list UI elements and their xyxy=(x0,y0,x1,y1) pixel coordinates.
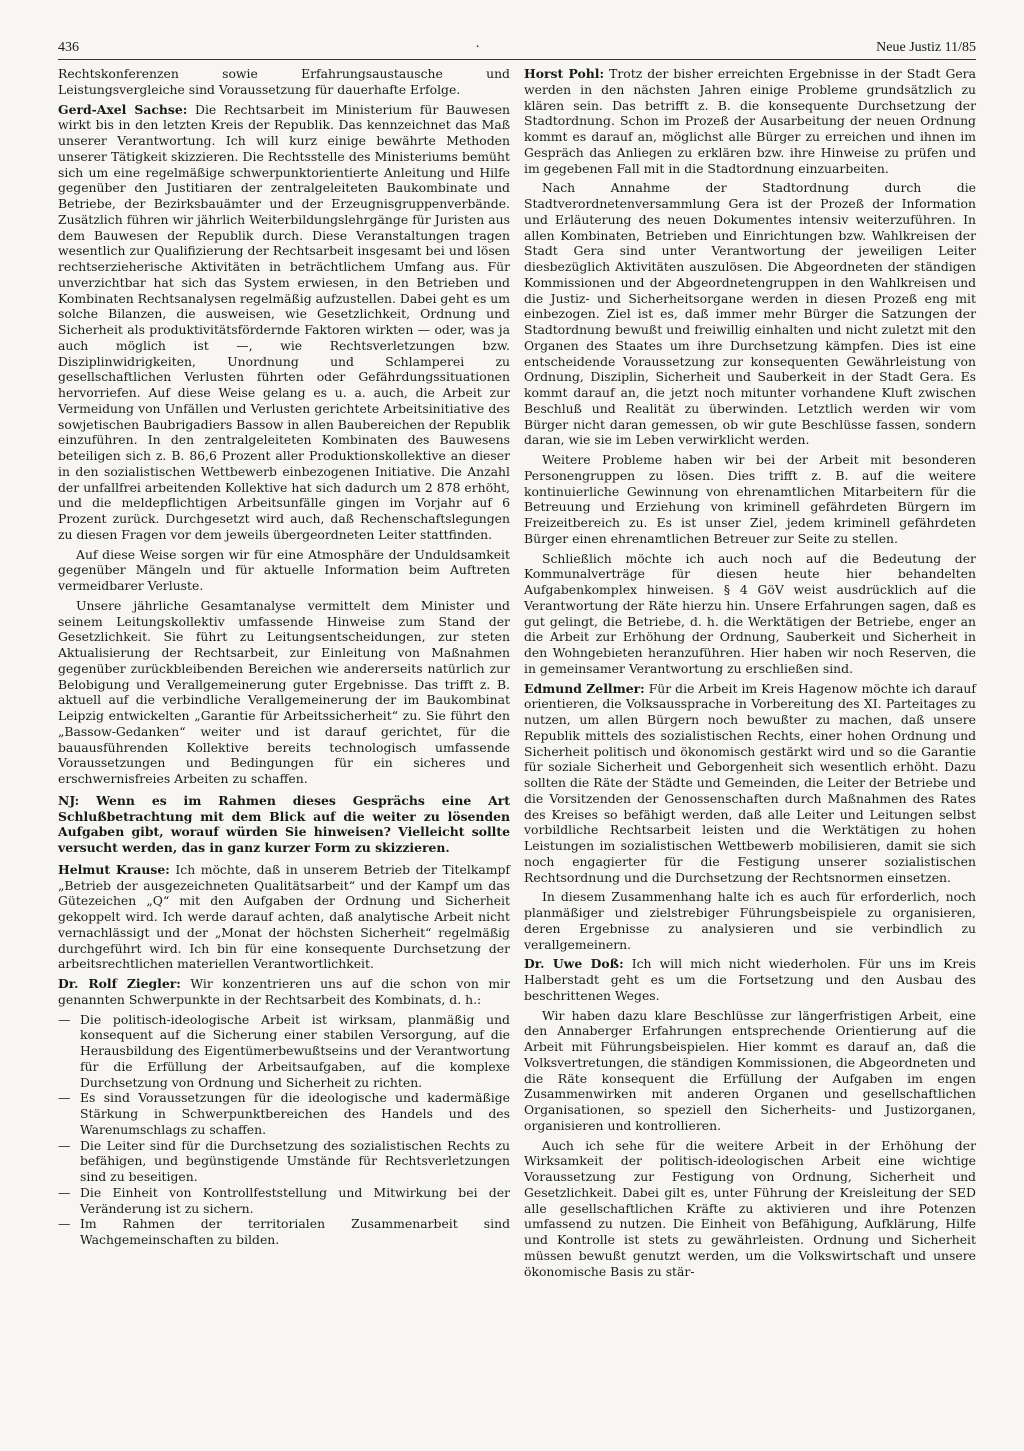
paragraph-text: Für die Arbeit im Kreis Hagenow möchte ich darauf orientieren, die Volksaussprache in Vorbereitung des XI. Parteitages zu nutzen, um allen Bürgern noch bewußter zu machen, daß unsere Republik mittels des sozialistischen Rechts, einer hohen Ordnung und Sicherheit politisch und ökonomisch gestärkt wird und so die Garantie für soziale Sicherheit und Geborgenheit sich wesentlich erhöht. Dazu sollten die Räte der Städte und Gemeinden, die Leiter der Betriebe und die Vorsitzenden der Genossenschaften durch Maßnahmen des Rates des Kreises so befähigt werden, daß alle Leiter und Leitungen selbst vorbildliche Rechtsarbeit leisten und die Werktätigen zu hohen Leistungen im sozialistischen Wettbewerb mobilisieren, damit sie sich noch engagierter für die Festigung unserer sozialistischen Rechtsordnung und die Durchsetzung der Rechtsnormen einsetzen. xyxy=(524,680,976,885)
paragraph-text: Nach Annahme der Stadtordnung durch die Stadtverordnetenversammlung Gera ist der Prozeß der Information und Erläuterung des neuen Dokumentes intensiv weiterzuführen. In allen Kombinaten, Betrieben und Einrichtungen bzw. Wahlkreisen der Stadt Gera sind unter Verantwortung der jeweiligen Leiter diesbezüglich Aktivitäten auszulösen. Die Abgeordneten der ständigen Kommissionen und der Abgeordnetengruppen in den Wahlkreisen und die Justiz- und Sicherheitsorgane werden in diesen Prozeß eng mit einbezogen. Ziel ist es, daß immer mehr Bürger die Satzungen der Stadtordnung bewußt und freiwillig einhalten und nicht zuletzt mit den Organen des Staates um ihre Durchsetzung kämpfen. Dies ist eine entscheidende Voraussetzung zur konsequenten Gewährleistung von Ordnung, Disziplin, Sicherheit und Sauberkeit in der Stadt Gera. Es kommt darauf an, die jetzt noch mitunter vorhandene Kluft zwischen Beschluß und Realität zu überwinden. Letztlich werden wir vom Bürger nicht daran gemessen, ob wir gute Beschlüsse fassen, sondern daran, wie sie im Leben verwirklicht werden. xyxy=(524,180,976,448)
paragraph-text: Ich möchte, daß in unserem Betrieb der Titelkampf „Betrieb der ausgezeichneten Qualitätsarbeit“ und der Kampf um das Gütezeichen „Q“ mit den Aufgaben der Ordnung und Sicherheit gekoppelt wird. Ich werde darauf achten, daß analytische Arbeit nicht vernachlässigt und der „Monat der höchsten Sicherheit“ regelmäßig durchgeführt wird. Ich bin für eine konsequente Durchsetzung der arbeitsrechtlichen materiellen Verantwortlichkeit. xyxy=(58,861,510,972)
paragraph xyxy=(524,551,976,677)
list-dash: — xyxy=(58,1216,71,1232)
speaker-name: Helmut Krause: xyxy=(58,861,170,877)
paragraph-text: Schließlich möchte ich auch noch auf die Bedeutung der Kommunalverträge für diesen heute hier behandelten Aufgabenkomplex hinweisen. § 4 GöV weist ausdrücklich auf die Verantwortung der Räte hierzu hin. Unsere Erfahrungen sagen, daß es gut gelingt, die Betriebe, d. h. die Werktätigen der Betriebe, enger an die Arbeit zur Erhöhung der Ordnung, Sauberkeit und Sicherheit in den Wohngebieten heranzuführen. Hier haben wir noch Reserven, die in gemeinsamer Verantwortung zu erschließen sind. xyxy=(524,550,976,676)
list-item-text: Es sind Voraussetzungen für die ideologische und kadermäßige Stärkung in Schwerpunktbereichen des Handels und des Warenumschlags zu schaffen. xyxy=(80,1090,510,1137)
list-item-text: Die Leiter sind für die Durchsetzung des sozialistischen Rechts zu befähigen, und begünstigende Umstände für Rechtsverletzungen sind zu beseitigen. xyxy=(80,1137,510,1184)
paragraph xyxy=(58,598,510,787)
list-item xyxy=(58,1090,510,1137)
paragraph xyxy=(58,66,510,98)
journal-issue: Neue Justiz 11/85 xyxy=(876,40,976,55)
paragraph xyxy=(58,976,510,1008)
left-column xyxy=(58,66,510,1283)
speaker-name: Dr. Rolf Ziegler: xyxy=(58,976,181,991)
list-item-text: Im Rahmen der territorialen Zusammenarbeit sind Wachgemeinschaften zu bilden. xyxy=(80,1216,510,1247)
list-item xyxy=(58,1216,510,1248)
list-dash: — xyxy=(58,1184,71,1200)
speaker-name: Horst Pohl: xyxy=(524,66,605,81)
interviewer-question xyxy=(58,793,510,856)
paragraph-text: Ich will mich nicht wiederholen. Für uns im Kreis Halberstadt geht es um die Fortsetzung und den Ausbau des beschrittenen Weges. xyxy=(524,956,976,1003)
text-columns xyxy=(58,66,976,1283)
paragraph xyxy=(58,102,510,543)
list-item-text: Die Einheit von Kontrollfeststellung und Mitwirkung bei der Veränderung ist zu sichern. xyxy=(80,1184,510,1216)
paragraph-text: NJ: Wenn es im Rahmen dieses Gesprächs eine Art Schlußbetrachtung mit dem Blick auf die weiter zu lösenden Aufgaben gibt, worauf würden Sie hinweisen? Vielleicht sollte versucht werden, das in ganz kurzer Form zu skizzieren. xyxy=(58,792,510,855)
paragraph-text: Rechtskonferenzen sowie Erfahrungsaustausche und Leistungsvergleiche sind Voraussetzung für dauerhafte Erfolge. xyxy=(58,66,510,97)
paragraph xyxy=(524,452,976,547)
right-column xyxy=(524,66,976,1283)
list-item xyxy=(58,1138,510,1185)
speaker-name: Dr. Uwe Doß: xyxy=(524,956,624,972)
paragraph-text: In diesem Zusammenhang halte ich es auch für erforderlich, noch planmäßiger und zielstrebiger Führungsbeispiele zu organisieren, deren Ergebnisse zu analysieren und sie verbindlich zu verallgemeinern. xyxy=(524,889,976,952)
paragraph-text: Trotz der bisher erreichten Ergebnisse in der Stadt Gera werden in den nächsten Jahren einige Probleme grundsätzlich zu klären sein. Das betrifft z. B. die konsequente Durchsetzung der Stadtordnung. Schon im Prozeß der Ausarbeitung der neuen Ordnung kommt es darauf an, möglichst alle Bürger zu erreichen und ihnen im Gespräch das Anliegen zu erklären bzw. ihre Hinweise zu prüfen und im gegebenen Fall mit in die Stadtordnung einzuarbeiten. xyxy=(524,66,976,176)
paragraph xyxy=(524,1138,976,1280)
dash-list xyxy=(58,1012,510,1248)
paragraph xyxy=(524,681,976,886)
page-header xyxy=(58,40,976,60)
paragraph-text: Unsere jährliche Gesamtanalyse vermittelt dem Minister und seinem Leitungskollektiv umfassende Hinweise zum Stand der Gesetzlichkeit. Sie führt zu Leitungsentscheidungen, zur steten Aktualisierung der Rechtsarbeit, zur Einleitung von Maßnahmen gegenüber zurückbleibenden Bereichen wie andererseits natürlich zur Belobigung und Verallgemeinerung guter Ergebnisse. Das trifft z. B. aktuell auf die verbindliche Verallgemeinerung der im Baukombinat Leipzig entwickelten „Garantie für Arbeitssicherheit“ zu. Sie führt den „Bassow-Gedanken“ weiter und ist darauf gerichtet, für die bauausführenden Kollektive bereits technologisch umfassende Voraussetzungen und Bedingungen für ein sicheres und erschwernisfreies Arbeiten zu schaffen. xyxy=(58,597,510,786)
paragraph-text: Weitere Probleme haben wir bei der Arbeit mit besonderen Personengruppen zu lösen. Dies trifft z. B. auf die weitere kontinuierliche Gewinnung von ehrenamtlichen Mitarbeitern für die Betreuung und Erziehung von kriminell gefährdeten Bürgern im Freizeitbereich zu. Es ist unser Ziel, jedem kriminell gefährdeten Bürger einen ehrenamtlichen Betreuer zur Seite zu stellen. xyxy=(524,452,976,546)
paragraph xyxy=(58,862,510,972)
list-dash: — xyxy=(58,1011,71,1027)
list-dash: — xyxy=(58,1137,71,1153)
paragraph-text: Auch ich sehe für die weitere Arbeit in der Erhöhung der Wirksamkeit der politisch-ideologischen Arbeit eine wichtige Voraussetzung zur Festigung von Ordnung, Sicherheit und Gesetzlichkeit. Dabei gilt es, unter Führung der Kreisleitung der SED alle gesellschaftlichen Kräfte zu aktivieren und ihre Potenzen umfassend zu nutzen. Die Einheit von Befähigung, Aufklärung, Hilfe und Kontrolle ist stets zu gewährleisten. Ordnung und Sicherheit müssen bewußt genutzt werden, um die Volkswirtschaft und unsere ökonomische Basis zu stär- xyxy=(524,1137,976,1279)
speaker-name: Gerd-Axel Sachse: xyxy=(58,101,188,117)
paragraph-text: Wir haben dazu klare Beschlüsse zur längerfristigen Arbeit, eine den Annaberger Erfahrungen entsprechende Orientierung auf die Arbeit mit Führungsbeispielen. Hier kommt es darauf an, daß die Volksvertretungen, die ständigen Kommissionen, die Abgeordneten und die Räte konsequent die Erfüllung der Aufgaben im engen Zusammenwirken mit anderen Organen und gesellschaftlichen Organisationen, so speziell den Sicherheits- und Justizorganen, organisieren und kontrollieren. xyxy=(524,1007,976,1133)
speaker-name: Edmund Zellmer: xyxy=(524,680,645,696)
paragraph xyxy=(524,889,976,952)
list-item-text: Die politisch-ideologische Arbeit ist wirksam, planmäßig und konsequent auf die Sicherung einer stabilen Versorgung, auf die Herausbildung des Eigentümerbewußtseins und der Verantwortung für die Erfüllung der Arbeitsaufgaben, auf die komplexe Durchsetzung von Ordnung und Sicherheit zu richten. xyxy=(80,1011,510,1090)
list-item xyxy=(58,1012,510,1091)
page-number: 436 xyxy=(58,40,79,55)
header-dot: · xyxy=(475,40,480,55)
paragraph xyxy=(524,180,976,448)
paragraph xyxy=(524,1008,976,1134)
paragraph-text: Die Rechtsarbeit im Ministerium für Bauwesen wirkt bis in den letzten Kreis der Republik. Das kennzeichnet das Maß unserer Verantwortung. Ich will kurz einige bewährte Methoden unserer Tätigkeit skizzieren. Die Rechtsstelle des Ministeriums bemüht sich um eine regelmäßige schwerpunktorientierte Anleitung und Hilfe gegenüber den Justitiaren der zentralgeleiteten Baukombinate und Betriebe, der Bezirksbauämter und der Erzeugnisgruppenverbände. Zusätzlich führen wir jährlich Weiterbildungslehrgänge für Juristen aus dem Bauwesen der Republik durch. Diese Veranstaltungen tragen wesentlich zur Qualifizierung der Rechtsarbeit insgesamt bei und lösen rechtserzieherische Aktivitäten in beträchtlichem Umfang aus. Für unverzichtbar hat sich das System erwiesen, in den Betrieben und Kombinaten Rechtsanalysen regelmäßig aufzustellen. Dabei geht es um solche Bilanzen, die ausweisen, wie Gesetzlichkeit, Ordnung und Sicherheit als produktivitätsfördernde Faktoren wirkten — oder, was ja auch möglich ist —, wie Rechtsverletzungen bzw. Disziplinwidrigkeiten, Unordnung und Schlamperei zu gesellschaftlichen Verlusten führten oder Gefährdungssituationen hervorriefen. Auf diese Weise gelang es u. a. auch, die Arbeit zur Vermeidung von Unfällen und Verlusten gerichtete Arbeitsinitiative des sowjetischen Baubrigadiers Bassow in allen Baubereichen der Republik einzuführen. In den zentralgeleiteten Kombinaten des Bauwesens beteiligen sich z. B. 86,6 Prozent aller Produktionskollektive an dieser in den sozialistischen Wettbewerb einbezogenen Initiative. Die Anzahl der unfallfrei arbeitenden Kollektive hat sich dadurch um 2 878 erhöht, und die meldepflichtigen Arbeitsunfälle gingen im Vorjahr auf 6 Prozent zurück. Durchgesetzt wird auch, daß Rechenschaftslegungen zu diesen Fragen vor dem jeweils übergeordneten Leiter stattfinden. xyxy=(58,101,511,542)
paragraph xyxy=(524,956,976,1003)
paragraph-text: Auf diese Weise sorgen wir für eine Atmosphäre der Unduldsamkeit gegenüber Mängeln und für aktuelle Information beim Auftreten vermeidbarer Verluste. xyxy=(58,546,510,593)
paragraph xyxy=(58,547,510,594)
paragraph-text: Wir konzentrieren uns auf die schon von mir genannten Schwerpunkte in der Rechtsarbeit des Kombinats, d. h.: xyxy=(58,976,510,1007)
list-dash: — xyxy=(58,1090,71,1106)
list-item xyxy=(58,1185,510,1217)
paragraph xyxy=(524,66,976,176)
